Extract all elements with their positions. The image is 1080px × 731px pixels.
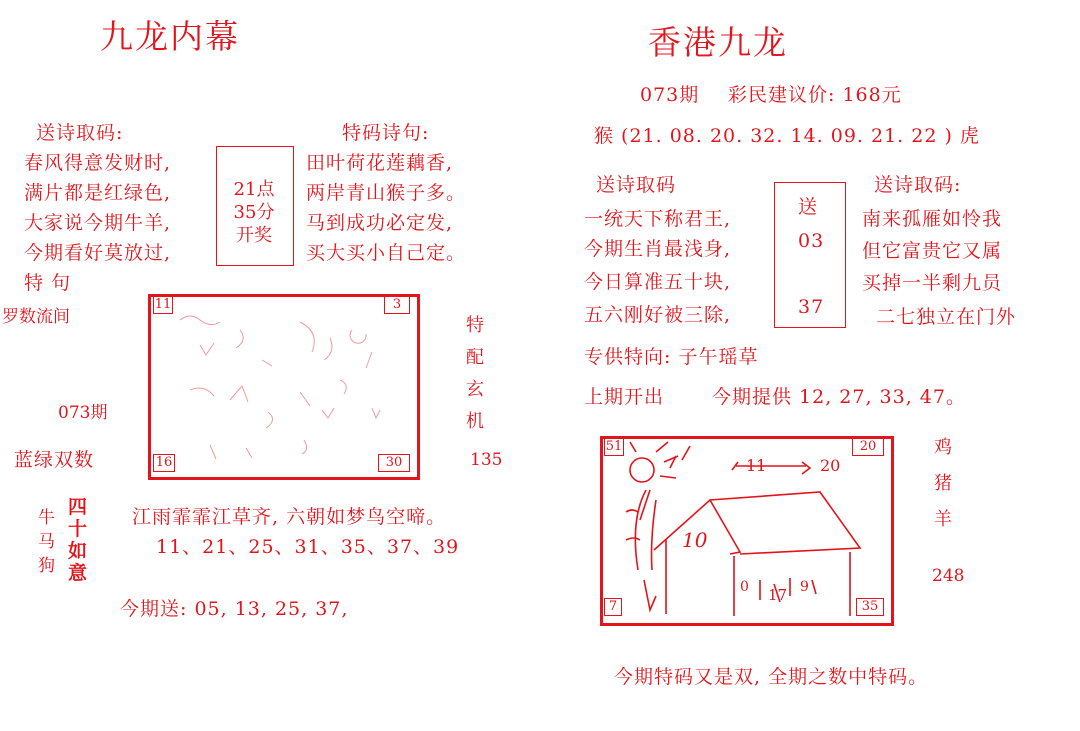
si-shi-char: 意: [68, 562, 88, 584]
time-hour: 21点: [233, 179, 275, 200]
right-corner-num: 7: [604, 598, 622, 616]
left-side-num: 135: [470, 450, 503, 470]
right-side-chars: [934, 430, 952, 538]
right-poem-label-left: 送诗取码: [596, 174, 677, 196]
left-poem-line: 大家说今期牛羊,: [24, 212, 172, 234]
sketch-num: 9: [800, 579, 809, 595]
right-poem-line: 买掉一半剩九员: [862, 272, 1003, 294]
side-char: 鸡: [934, 437, 952, 458]
right-poem-line: 今期生肖最浅身,: [584, 238, 732, 260]
color-note: 蓝绿双数: [14, 449, 95, 471]
si-shi-char: 十: [68, 518, 88, 540]
left-corner-num: 3: [384, 296, 410, 314]
last-open-label: 上期开出: [584, 386, 665, 408]
left-verse: 江雨霏霏江草齐, 六朝如梦鸟空啼。: [132, 506, 447, 528]
left-issue: 073期: [58, 403, 108, 423]
right-corner-num: 20: [852, 438, 884, 456]
provide-line: 今期提供 12, 27, 33, 47。: [712, 386, 966, 408]
right-issue: 073期: [640, 84, 700, 106]
right-poem-line: 二七独立在门外: [876, 306, 1017, 328]
right-poem-line: 五六刚好被三除,: [584, 304, 732, 326]
left-corner-num: 11: [154, 297, 172, 312]
right-bottom-line: 今期特码又是双, 全期之数中特码。: [614, 666, 929, 688]
luo-label: 罗数流间: [2, 307, 70, 327]
sketch-num: 17: [768, 586, 788, 604]
sketch-num: 0: [740, 579, 749, 595]
left-corner-num: 16: [153, 454, 175, 472]
send-box-num: 37: [798, 296, 825, 318]
send-box-num: 03: [798, 230, 825, 252]
time-draw: 开奖: [236, 225, 272, 246]
left-send: 今期送: 05, 13, 25, 37,: [120, 598, 349, 620]
te-poem-line: 田叶荷花莲藕香,: [306, 152, 454, 174]
left-poem-line: 满片都是红绿色,: [24, 182, 172, 204]
si-shi-char: 如: [68, 540, 88, 562]
right-poem-line: 今日算准五十块,: [584, 271, 732, 293]
side-char: 猪: [934, 473, 952, 494]
side-char: 机: [466, 411, 484, 432]
sketch-num: 20: [820, 456, 841, 475]
special-line: 专供特向: 子午瑶草: [584, 346, 759, 368]
right-poem-line: 一统天下称君王,: [584, 208, 732, 230]
te-ju-label: 特 句: [24, 272, 72, 294]
animal: 牛: [38, 508, 55, 528]
sketch-num: 10: [682, 528, 708, 552]
te-poem-line: 马到成功必定发,: [306, 212, 454, 234]
side-char: 配: [466, 347, 484, 368]
right-corner-num: 35: [856, 598, 884, 616]
left-poem-line: 今期看好莫放过,: [24, 242, 172, 264]
left-title: 九龙内幕: [100, 17, 240, 56]
side-char: 玄: [466, 379, 484, 400]
te-poem-line: 两岸青山猴子多。: [306, 182, 467, 204]
right-title: 香港九龙: [648, 23, 788, 62]
animal: 狗: [38, 556, 55, 576]
side-char: 羊: [934, 509, 952, 530]
right-poem-label-right: 送诗取码:: [874, 174, 962, 196]
te-poem-label: 特码诗句:: [342, 122, 430, 144]
left-poem-label: 送诗取码:: [36, 122, 124, 144]
left-poem-line: 春风得意发财时,: [24, 152, 172, 174]
time-minute: 35分: [233, 202, 275, 223]
te-poem-line: 买大买小自己定。: [306, 242, 467, 264]
left-corner-num: 30: [378, 454, 410, 472]
right-side-num: 248: [932, 566, 965, 586]
right-corner-num: 51: [605, 439, 623, 454]
right-poem-line: 但它富贵它又属: [862, 240, 1003, 262]
left-verse-nums: 11、21、25、31、35、37、39: [156, 536, 460, 558]
hou-line: 猴 (21. 08. 20. 32. 14. 09. 21. 22 ) 虎: [594, 125, 980, 147]
animal: 马: [38, 532, 55, 552]
right-poem-line: 南来孤雁如怜我: [862, 208, 1003, 230]
si-shi-char: 四: [68, 496, 88, 518]
send-box-label: 送: [798, 196, 819, 218]
sketch-num: 11: [746, 456, 767, 475]
side-char: 特: [466, 315, 484, 336]
right-price: 彩民建议价: 168元: [728, 84, 902, 106]
